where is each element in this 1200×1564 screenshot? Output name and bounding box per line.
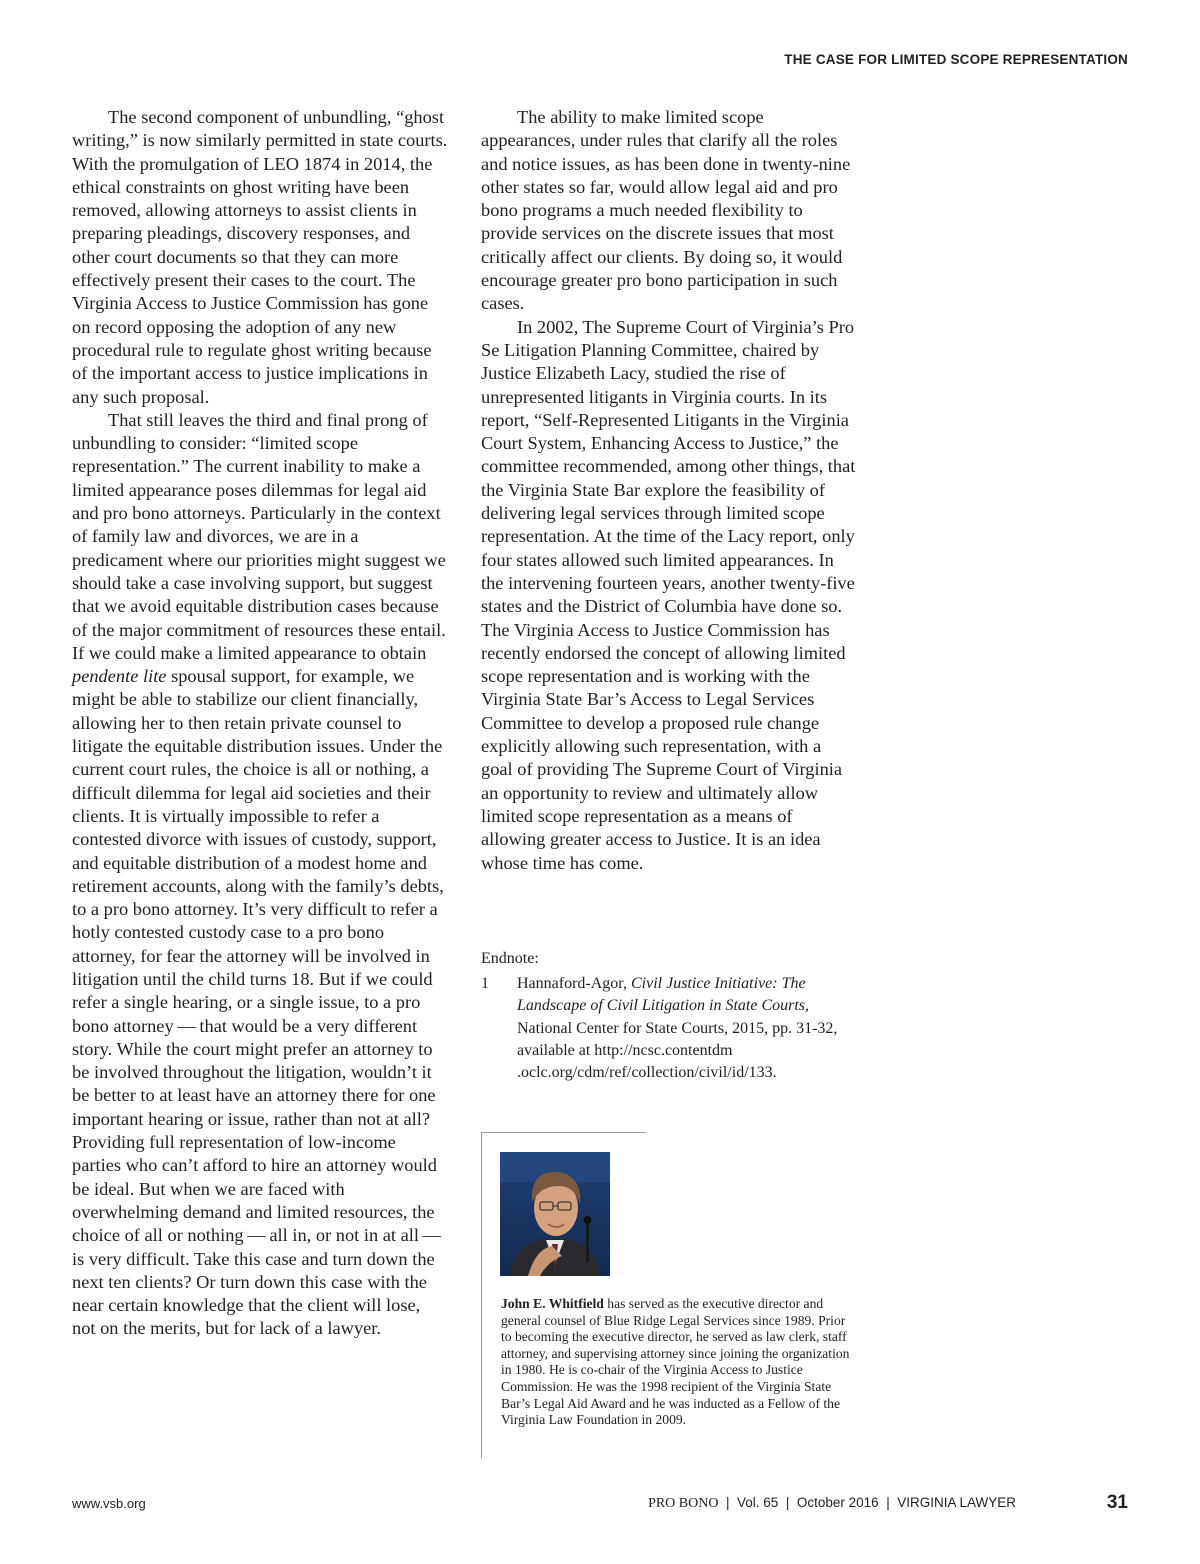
paragraph: In 2002, The Supreme Court of Virginia’s Pro Se Litigation Planning Committee, chaired by Justice Elizabeth Lacy, studied the rise of unrepresented litigants in Virginia courts. In its report, “Self-Represented Litigants in the Virginia Court System, Enhancing Access to Justice,” the committee recommended, among other things, that the Virginia State Bar explore the feasibility of delivering legal services through limited scope representation. At the time of the Lacy report, only four states allowed such limited appearances. In the intervening fourteen years, another twenty-five states and the District of Columbia have done so. The Virginia Access to Justice Commission has recently endorsed the concept of allowing limited scope representation and is working with the Virginia State Bar’s Access to Legal Services Committee to develop a proposed rule change explicitly allowing such representation, with a goal of providing The Supreme Court of Virginia an opportunity to review and ultimately allow limited scope representation as a means of allowing greater access to Justice. It is an idea whose time has come. xyxy=(481,316,856,873)
footer-publication: VIRGINIA LAWYER xyxy=(897,1495,1016,1510)
citation-author: Hannaford-Agor, xyxy=(517,975,631,993)
citation-title: Civil Justice Initiative: The Landscape of Civil Litigation in State Courts xyxy=(517,975,806,1015)
footer-separator: | xyxy=(886,1495,890,1510)
footer-volume: Vol. 65 xyxy=(737,1495,779,1510)
footer-issue: October 2016 xyxy=(796,1495,879,1510)
text-run: That still leaves the third and final prong of unbundling to consider: “limited scope representation.” The current inability to make a limited appearance poses dilemmas for legal aid and pro bono attorneys. Particularly in the context of family law and divorces, we are in a predicament where our priorities might suggest we should take a case involving support, but suggest that we avoid equitable distribution cases because of the major commitment of resources these entail. If we could make a limited appearance to obtain xyxy=(72,409,446,663)
endnote-item xyxy=(481,973,861,1084)
citation-details: , National Center for State Courts, 2015, pp. 31-32, available at http://ncsc.contentdm .oclc.org/cdm/ref/collection/civil/id/133. xyxy=(517,997,838,1082)
bio-box-rule-horizontal xyxy=(481,1132,646,1133)
bio-box-rule-vertical xyxy=(481,1132,482,1458)
text-run: spousal support, for example, we might be able to stabilize our client financially, allowing her to then retain private counsel to litigate the equitable distribution issues. Under the current court rules, the choice is all or nothing, a difficult dilemma for legal aid societies and their clients. It is virtually impossible to refer a contested divorce with issues of custody, support, and equitable distribution of a modest home and retirement accounts, along with the family’s debts, to a pro bono attorney. It’s very difficult to refer a hotly contested custody case to a pro bono attorney, for fear the attorney will be involved in litigation until the child turns 18. But if we could refer a single hearing, or a single issue, to a pro bono attorney — that would be a very different story. While the court might prefer an attorney to be involved throughout the litigation, wouldn’t it be better to at least have an attorney there for one important hearing or issue, rather than not at all? Providing full representation of low-income parties who can’t afford to hire an attorney would be ideal. But when we are faced with overwhelming demand and limited resources, the choice of all or nothing — all in, or not in at all — is very difficult. Take this case and turn down the next ten clients? Or turn down this case with the near certain knowledge that the client will lose, not on the merits, but for lack of a lawyer. xyxy=(72,666,445,1339)
paragraph xyxy=(72,409,448,1341)
endnote-section xyxy=(481,948,861,1084)
latin-term: pendente lite xyxy=(72,666,167,687)
running-head: THE CASE FOR LIMITED SCOPE REPRESENTATION xyxy=(784,52,1128,67)
author-photo xyxy=(500,1152,610,1276)
footer-folio xyxy=(648,1495,1016,1512)
paragraph: The second component of unbundling, “ghost writing,” is now similarly permitted in state courts. With the promulgation of LEO 1874 in 2014, the ethical constraints on ghost writing have been removed, allowing attorneys to assist clients in preparing pleadings, discovery responses, and other court documents so that they can more effectively present their cases to the court. The Virginia Access to Justice Commission has gone on record opposing the adoption of any new procedural rule to regulate ghost writing because of the important access to justice implications in any such proposal. xyxy=(72,107,448,407)
endnote-citation xyxy=(517,973,861,1084)
article-column-right xyxy=(481,106,857,875)
endnote-number: 1 xyxy=(481,975,489,993)
paragraph: The ability to make limited scope appearances, under rules that clarify all the roles and notice issues, as has been done in twenty-nine other states so far, would allow legal aid and pro bono programs a much needed flexibility to provide services on the discrete issues that most critically affect our clients. By doing so, it would encourage greater pro bono participation in such cases. xyxy=(481,107,851,314)
author-bio-text: has served as the executive director and general counsel of Blue Ridge Legal Services since 1989. Prior to becoming the executive director, he served as law clerk, staff attorney, and supervising attorney since joining the organization in 1980. He is co-chair of the Virginia Access to Justice Commission. He was the 1998 recipient of the Virginia State Bar’s Legal Aid Award and he was inducted as a Fellow of the Virginia Law Foundation in 2009. xyxy=(501,1296,850,1428)
footer-website: www.vsb.org xyxy=(72,1496,146,1511)
footer-separator: | xyxy=(785,1495,790,1510)
author-bio xyxy=(501,1296,857,1429)
author-name: John E. Whitfield xyxy=(501,1296,604,1311)
footer-section: PRO BONO xyxy=(648,1496,719,1511)
endnote-heading: Endnote: xyxy=(481,950,539,967)
footer-separator: | xyxy=(725,1495,730,1510)
page-number: 31 xyxy=(1106,1492,1128,1513)
article-column-left xyxy=(72,106,448,1341)
